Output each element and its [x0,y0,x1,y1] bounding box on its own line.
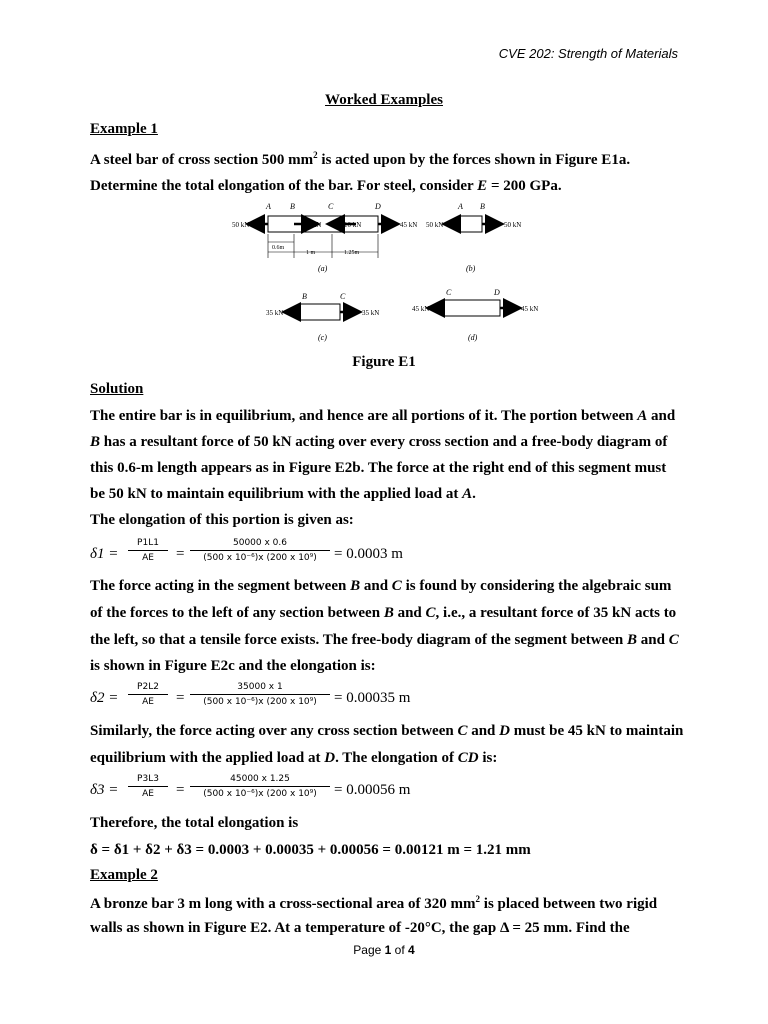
point-c: C [446,288,452,297]
point-b: B [480,202,485,211]
force-label: 50 kN [426,221,444,229]
solution-p5: Therefore, the total elongation is [90,815,299,831]
point-d: D [375,202,381,211]
solution-heading: Solution [90,381,144,397]
point-b: B [302,292,307,301]
solution-p4-line1: Similarly, the force acting over any cross section between C and D must be 45 kN to maintain [90,723,684,739]
example1-problem-line2: Determine the total elongation of the bar. For steel, consider E = 200 GPa. [90,178,562,194]
point-d: D [494,288,500,297]
solution-p3-line4: is shown in Figure E2c and the elongation is: [90,658,376,674]
equation-delta3: δ3 = P3L3 AE = 45000 x 1.25 (500 x 10⁻⁶)x (200 x 10⁹) = 0.00056 m [90,774,411,799]
force-label: 45 kN [400,221,418,229]
force-label: 35 kN [266,309,284,317]
figure-e1 [226,196,542,346]
example1-heading: Example 1 [90,121,158,137]
point-a: A [266,202,271,211]
solution-p3-line2: of the forces to the left of any section between B and C, i.e., a resultant force of 35 kN acts to [90,605,677,621]
solution-p3-line1: The force acting in the segment between B and C is found by considering the algebraic sum [90,578,672,594]
diagram-b [426,202,521,273]
example2-heading: Example 2 [90,867,158,883]
force-label: 15 kN [304,221,322,229]
length-label: 1 m [306,250,316,256]
force-label: 50 kN [504,221,522,229]
force-label: 45 kN [412,305,430,313]
solution-p1-line4: be 50 kN to maintain equilibrium with the applied load at A. [90,486,476,502]
running-header: CVE 202: Strength of Materials [498,46,678,61]
page-title: Worked Examples [325,92,443,108]
equation-delta2: δ2 = P2L2 AE = 35000 x 1 (500 x 10⁻⁶)x (200 x 10⁹) = 0.00035 m [90,682,411,707]
point-b: B [290,202,295,211]
example2-line1: A bronze bar 3 m long with a cross-sectional area of 320 $mm^2$ is placed between two rigid [90,894,658,912]
total-elongation: δ = δ1 + δ2 + δ3 = 0.0003 + 0.00035 + 0.00056 = 0.00121 m = 1.21 mm [90,842,531,858]
diagram-label: (a) [318,264,328,273]
solution-p3-line3: the left, so that a tensile force exists. The free-body diagram of the segment between B and C [90,632,679,648]
force-label: 35 kN [362,309,380,317]
point-c: C [340,292,346,301]
diagram-label: (d) [468,333,478,342]
solution-p2: The elongation of this portion is given as: [90,512,354,528]
solution-p1-line1: The entire bar is in equilibrium, and hence are all portions of it. The portion between A and [90,408,676,424]
force-label: 45 kN [521,305,539,313]
diagram-label: (c) [318,333,327,342]
force-label: 50 kN [232,221,250,229]
figure-caption: Figure E1 [352,354,416,370]
solution-p1-line3: this 0.6-m length appears as in Figure E2b. The force at the right end of this segment must [90,460,667,476]
equation-delta1: δ1 = P1L1 AE = 50000 x 0.6 (500 x 10⁻⁶)x (200 x 10⁹) = 0.0003 m [90,538,403,563]
solution-p1-line2: B has a resultant force of 50 kN acting over every cross section and a free-body diagram of [90,434,668,450]
diagram-d [412,288,538,342]
force-label: 10 kN [344,221,362,229]
page-number: Page 1 of 4 [353,943,415,957]
diagram-a [232,202,417,273]
point-a: A [458,202,463,211]
diagram-c [266,292,379,342]
solution-p4-line2: equilibrium with the applied load at D. The elongation of CD is: [90,750,498,766]
point-c: C [328,202,334,211]
example1-problem-line1: A steel bar of cross section 500 $mm^2$ is acted upon by the forces shown in Figure E1a. [90,150,631,168]
example2-line2: walls as shown in Figure E2. At a temperature of -20°C, the gap Δ = 25 mm. Find the [90,920,630,936]
length-label: 0.6m [272,245,285,251]
diagram-label: (b) [466,264,476,273]
length-label: 1.25m [344,250,360,256]
